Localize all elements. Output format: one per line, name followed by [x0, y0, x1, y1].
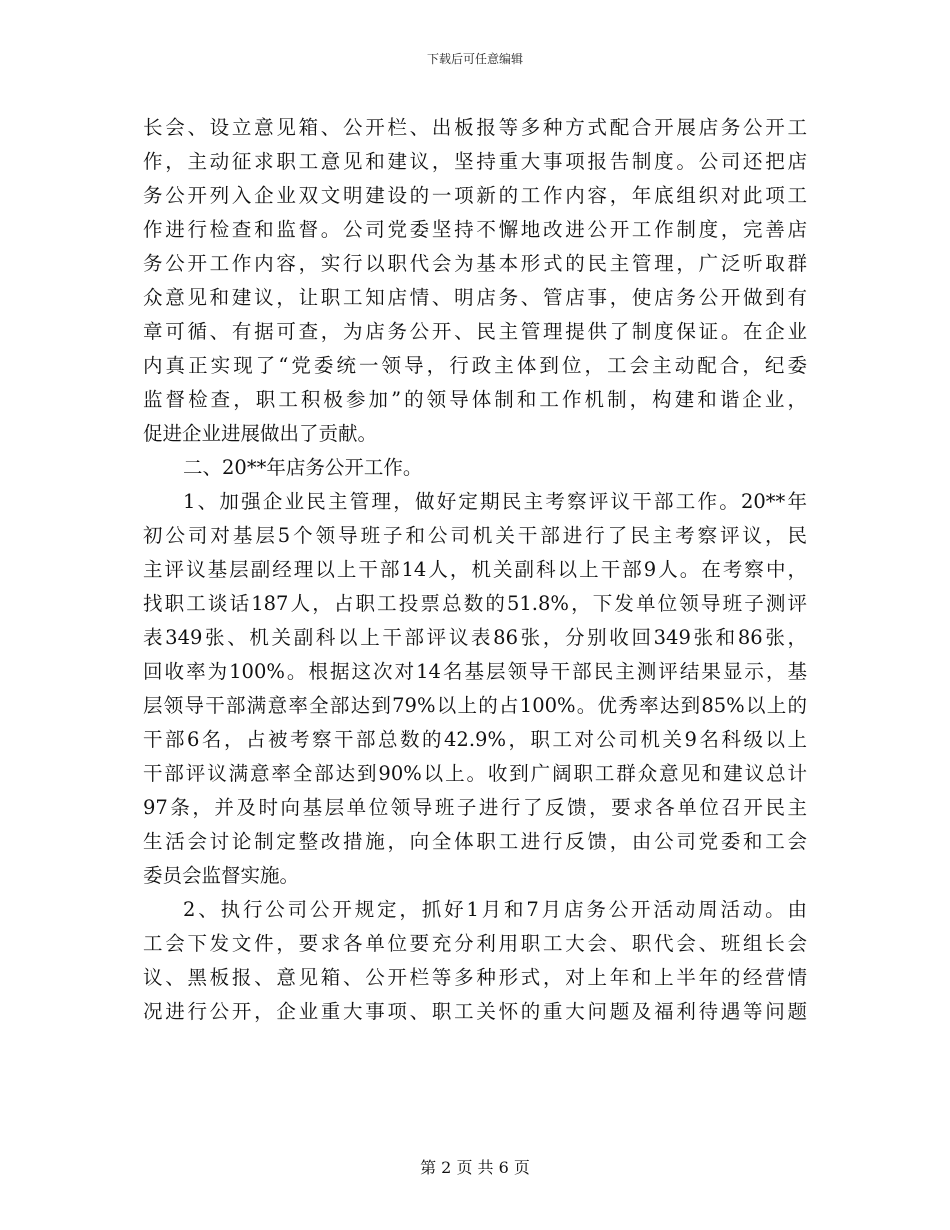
text-line: 找职工谈话187人，占职工投票总数的51.8%，下发单位领导班子测评 — [143, 592, 807, 615]
page-header-note: 下载后可任意编辑 — [426, 52, 523, 66]
text-line: 层领导干部满意率全部达到79%以上的占100%。优秀率达到85%以上的 — [143, 694, 807, 717]
text-line: 回收率为100%。根据这次对14名基层领导干部民主测评结果显示，基 — [143, 660, 807, 683]
page-number-footer: 第 2 页 共 6 页 — [420, 1158, 530, 1177]
paragraph — [143, 111, 807, 451]
text-line: 1、加强企业民主管理，做好定期民主考察评议干部工作。20**年 — [183, 490, 807, 513]
text-line: 作，主动征求职工意见和建议，坚持重大事项报告制度。公司还把店 — [143, 150, 807, 173]
text-line: 初公司对基层5个领导班子和公司机关干部进行了民主考察评议，民 — [143, 524, 807, 547]
paragraph — [143, 893, 807, 1029]
text-line: 主评议基层副经理以上干部14人，机关副科以上干部9人。在考察中， — [143, 558, 807, 581]
text-line: 长会、设立意见箱、公开栏、出板报等多种方式配合开展店务公开工 — [143, 116, 807, 139]
text-line: 况进行公开，企业重大事项、职工关怀的重大问题及福利待遇等问题 — [143, 1000, 807, 1023]
text-line: 作进行检查和监督。公司党委坚持不懈地改进公开工作制度，完善店 — [143, 218, 807, 241]
text-line: 务公开工作内容，实行以职代会为基本形式的民主管理，广泛听取群 — [143, 252, 807, 275]
text-line: 干部6名，占被考察干部总数的42.9%，职工对公司机关9名科级以上 — [143, 728, 807, 751]
text-line: 97条，并及时向基层单位领导班子进行了反馈，要求各单位召开民主 — [143, 796, 807, 819]
document-body — [143, 111, 807, 1029]
section-heading — [143, 451, 807, 485]
text-line: 务公开列入企业双文明建设的一项新的工作内容，年底组织对此项工 — [143, 184, 807, 207]
text-line: 委员会监督实施。 — [143, 864, 300, 887]
text-line: 章可循、有据可查，为店务公开、民主管理提供了制度保证。在企业 — [143, 320, 807, 343]
text-line: 二、20**年店务公开工作。 — [183, 456, 423, 479]
text-line: 内真正实现了“党委统一领导，行政主体到位，工会主动配合，纪委 — [143, 354, 807, 377]
text-line: 促进企业进展做出了贡献。 — [143, 422, 378, 445]
text-line: 生活会讨论制定整改措施，向全体职工进行反馈，由公司党委和工会 — [143, 830, 807, 853]
text-line: 表349张、机关副科以上干部评议表86张，分别收回349张和86张， — [143, 626, 807, 649]
text-line: 工会下发文件，要求各单位要充分利用职工大会、职代会、班组长会 — [143, 932, 807, 955]
text-line: 众意见和建议，让职工知店情、明店务、管店事，使店务公开做到有 — [143, 286, 807, 309]
text-line: 监督检查，职工积极参加”的领导体制和工作机制，构建和谐企业， — [143, 388, 807, 411]
paragraph — [143, 485, 807, 893]
text-line: 议、黑板报、意见箱、公开栏等多种形式，对上年和上半年的经营情 — [143, 966, 807, 989]
text-line: 干部评议满意率全部达到90%以上。收到广阔职工群众意见和建议总计 — [143, 762, 807, 785]
text-line: 2、执行公司公开规定，抓好1月和7月店务公开活动周活动。由 — [183, 898, 807, 921]
